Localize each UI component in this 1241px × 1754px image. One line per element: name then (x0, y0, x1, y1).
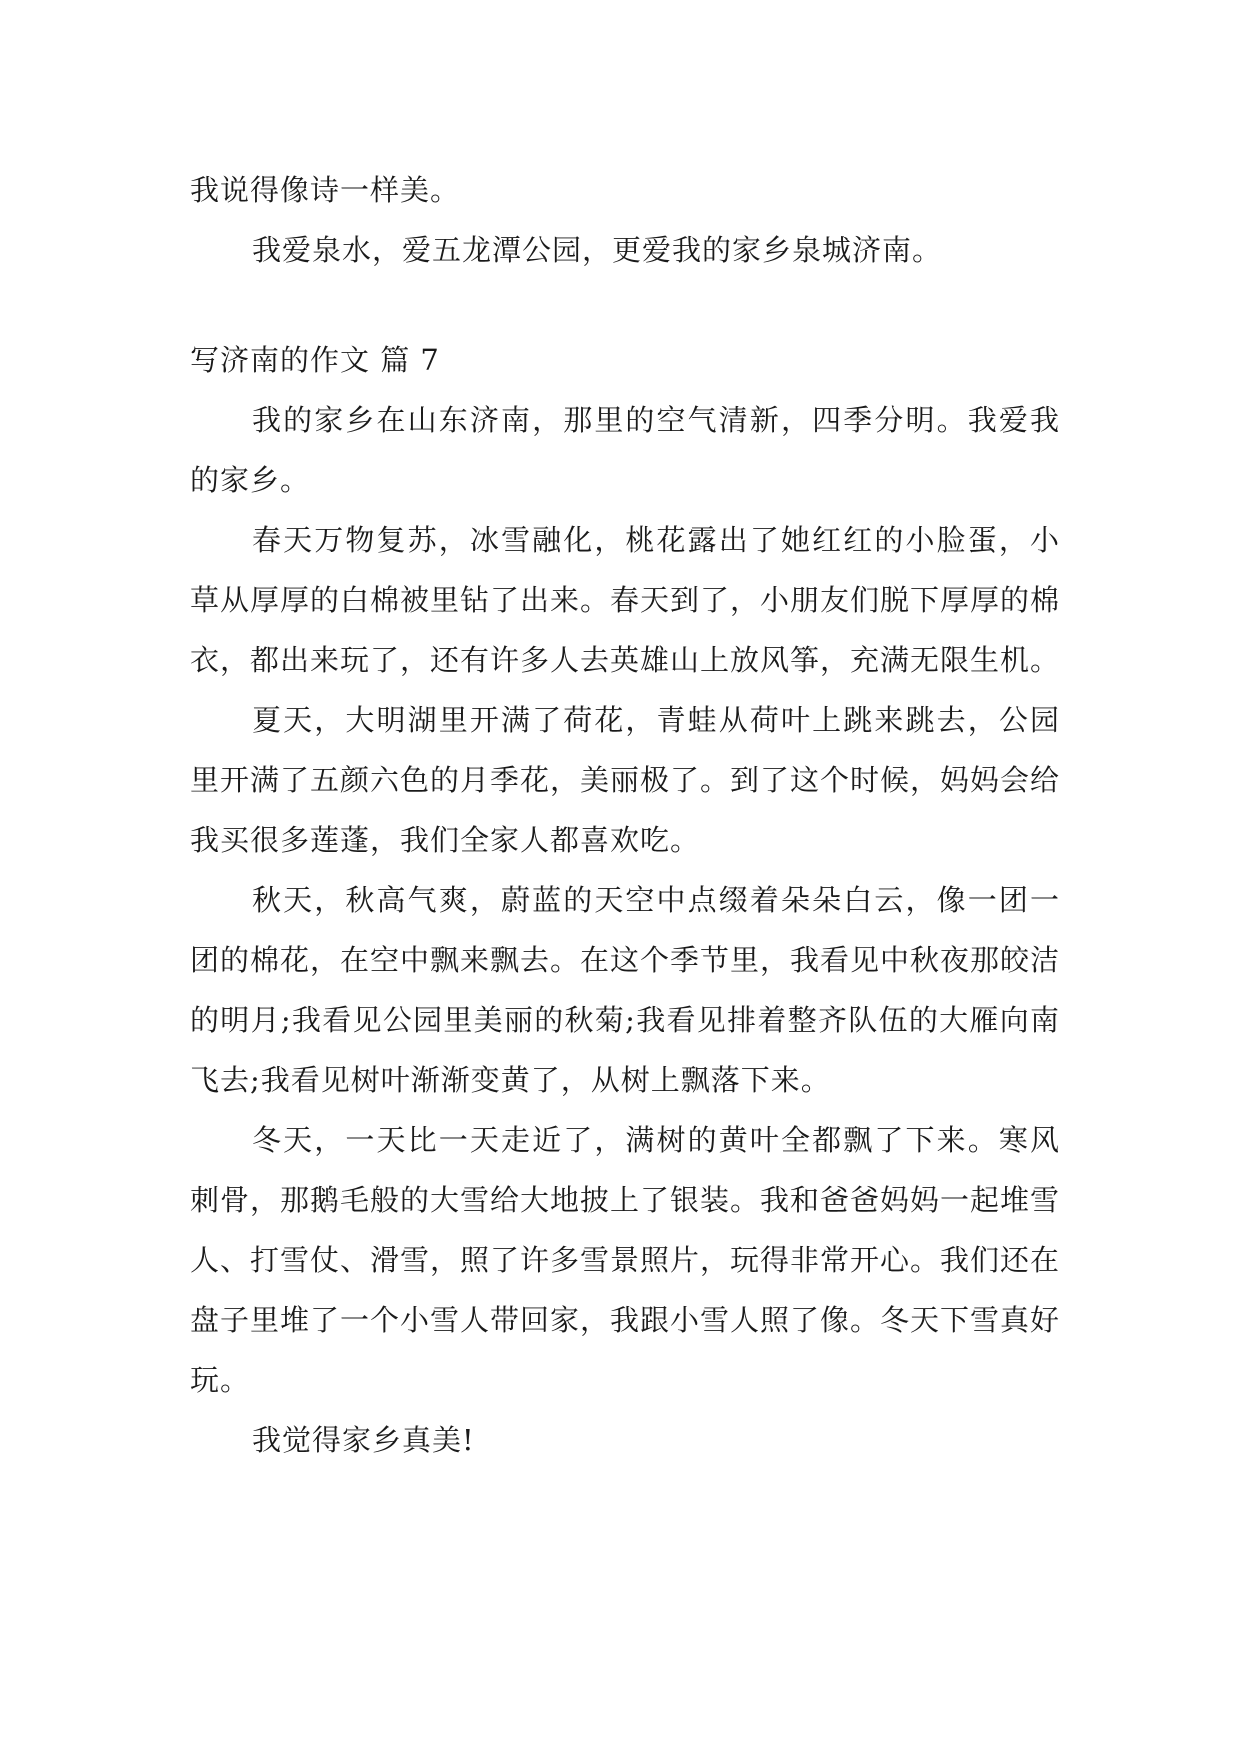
paragraph-autumn: 秋天，秋高气爽，蔚蓝的天空中点缀着朵朵白云，像一团一团的棉花，在空中飘来飘去。在这个季节里，我看见中秋夜那皎洁的明月;我看见公园里美丽的秋菊;我看见排着整齐队伍的大雁向南飞去;我看见树叶渐渐变黄了，从树上飘落下来。 (190, 883, 1061, 1097)
paragraph-summer: 夏天，大明湖里开满了荷花，青蛙从荷叶上跳来跳去，公园里开满了五颜六色的月季花，美丽极了。到了这个时候，妈妈会给我买很多莲蓬，我们全家人都喜欢吃。 (190, 703, 1061, 857)
paragraph-spring: 春天万物复苏，冰雪融化，桃花露出了她红红的小脸蛋，小草从厚厚的白棉被里钻了出来。春天到了，小朋友们脱下厚厚的棉衣，都出来玩了，还有许多人去英雄山上放风筝，充满无限生机。 (190, 523, 1061, 677)
paragraph-winter: 冬天，一天比一天走近了，满树的黄叶全都飘了下来。寒风刺骨，那鹅毛般的大雪给大地披上了银装。我和爸爸妈妈一起堆雪人、打雪仗、滑雪，照了许多雪景照片，玩得非常开心。我们还在盘子里堆了一个小雪人带回家，我跟小雪人照了像。冬天下雪真好玩。 (190, 1123, 1061, 1397)
paragraph-conclusion: 我觉得家乡真美! (252, 1423, 475, 1457)
paragraph-intro: 我的家乡在山东济南，那里的空气清新，四季分明。我爱我的家乡。 (190, 403, 1060, 497)
paragraph-closing: 我爱泉水，爱五龙潭公园，更爱我的家乡泉城济南。 (252, 233, 943, 267)
section-title: 写济南的作文 篇 7 (190, 343, 440, 377)
document-body (190, 160, 1060, 1470)
paragraph-continued: 我说得像诗一样美。 (190, 173, 461, 207)
